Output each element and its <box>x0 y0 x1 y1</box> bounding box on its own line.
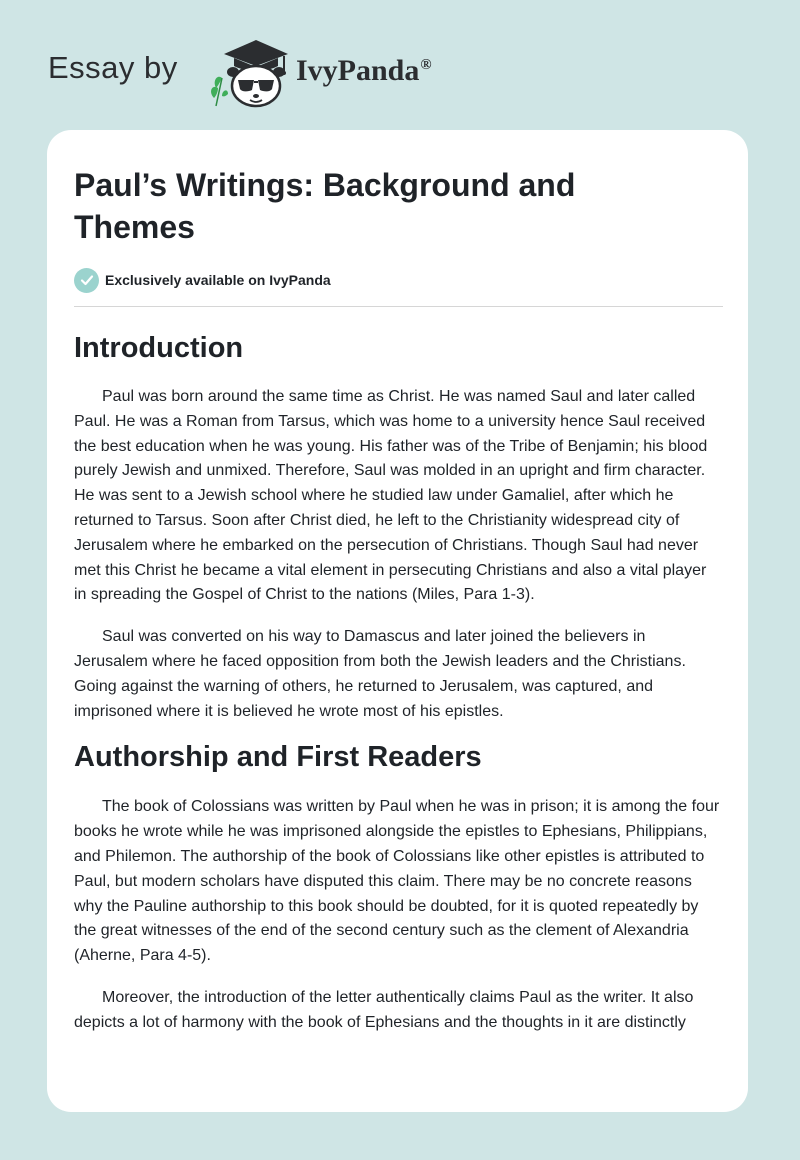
exclusive-badge <box>74 267 723 293</box>
divider <box>74 306 723 307</box>
page-title: Paul’s Writings: Background and Themes <box>74 167 576 245</box>
badge-label: Exclusively available on IvyPanda <box>105 272 331 288</box>
paragraph: Moreover, the introduction of the letter authentically claims Paul as the writer. It also depicts a lot of harmony with the book of Ephesians and the thoughts in it are distinctly <box>74 988 694 1031</box>
essay-by-label: Essay by <box>48 50 178 85</box>
section-heading-introduction: Introduction <box>74 332 244 364</box>
site-header <box>48 30 468 110</box>
brand-text: IvyPanda <box>296 54 420 87</box>
paragraph: The book of Colossians was written by Paul when he was in prison; it is among the four books he wrote while he was imprisoned alongside the epistles to Ephesians, Philippians, and Philemon. The authorship of the book of Colossians like other epistles is attributed to Paul, but modern scholars have disputed this claim. There may be no concrete reasons why the Pauline authorship to this book should be doubted, for it is quoted repeatedly by the great witnesses of the end of the second century such as the clement of Alexandria (Aherne, Para 4-5). <box>74 798 720 965</box>
panda-graduate-icon[interactable] <box>204 36 296 110</box>
registered-mark: ® <box>420 57 432 73</box>
essay-content <box>74 164 723 1036</box>
section-heading-authorship: Authorship and First Readers <box>74 741 482 774</box>
essay-card <box>47 130 748 1112</box>
check-circle-icon <box>74 268 99 293</box>
brand-name[interactable] <box>296 54 432 88</box>
paragraph: Saul was converted on his way to Damascus and later joined the believers in Jerusalem where he faced opposition from both the Jewish leaders and the Christians. Going against the warning of others, he returned to Jerusalem, was captured, and imprisoned where it is believed he wrote most of his epistles. <box>74 628 686 720</box>
paragraph: Paul was born around the same time as Christ. He was named Saul and later called Paul. He was a Roman from Tarsus, which was home to a university hence Saul received the best education when he was young. His father was of the Tribe of Benjamin; his blood purely Jewish and unmixed. Therefore, Saul was molded in an upright and firm character. He was sent to a Jewish school where he studied law under Gamaliel, after which he returned to Tarsus. Soon after Christ died, he left to the Christianity widespread city of Jerusalem where he embarked on the persecution of Christians. Though Saul had never met this Christ he became a vital element in persecuting Christians and also a vital player in spreading the Gospel of Christ to the nations (Miles, Para 1-3). <box>74 388 708 604</box>
